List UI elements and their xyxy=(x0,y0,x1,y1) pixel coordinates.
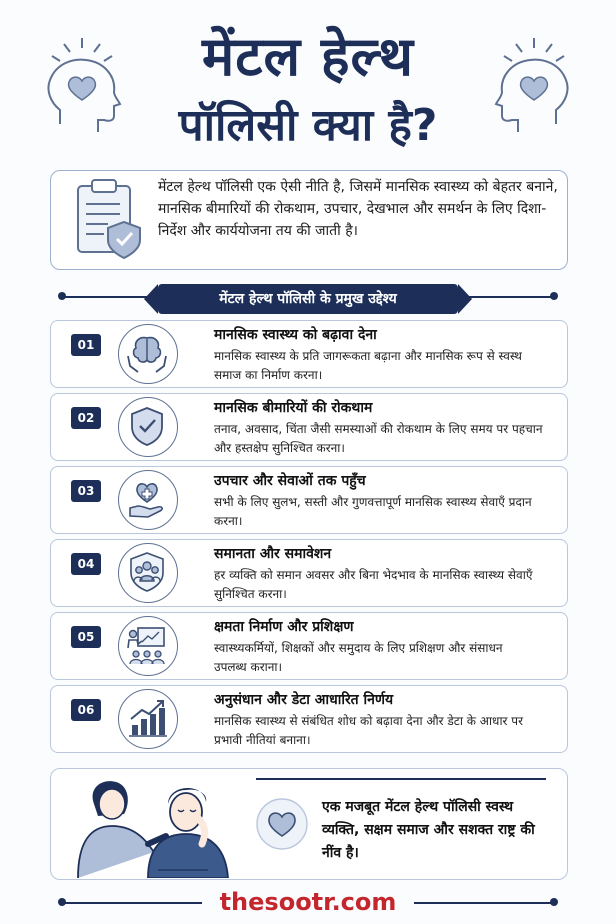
shield-check-icon xyxy=(124,403,170,449)
objective-desc-3: सभी के लिए सुलभ, सस्ती और गुणवत्तापूर्ण मानसिक स्वास्थ्य सेवाएँ प्रदान करना। xyxy=(214,495,532,528)
objective-number-1: 01 xyxy=(71,334,101,356)
objective-title-5: क्षमता निर्माण और प्रशिक्षण xyxy=(214,619,354,635)
page-title: मेंटल हेल्थ xyxy=(201,25,415,88)
objective-number-2: 02 xyxy=(71,407,101,429)
objective-title-1: मानसिक स्वास्थ्य को बढ़ावा देना xyxy=(214,327,377,343)
people-shield-icon xyxy=(124,549,170,595)
conclusion-divider xyxy=(256,778,546,780)
growth-chart-icon xyxy=(124,695,170,741)
objective-desc-1: मानसिक स्वास्थ्य के प्रति जागरूकता बढ़ाना और मानसिक रूप से स्वस्थ समाज का निर्माण करना। xyxy=(214,349,522,382)
banner-dot-right xyxy=(550,292,558,300)
banner-dot-left xyxy=(58,292,66,300)
objective-title-3: उपचार और सेवाओं तक पहुँच xyxy=(214,473,366,489)
objective-desc-2: तनाव, अवसाद, चिंता जैसी समस्याओं की रोकथाम के लिए समय पर पहचान और हस्तक्षेप सुनिश्चित करना। xyxy=(214,422,543,455)
objective-number-3: 03 xyxy=(71,480,101,502)
intro-text: मेंटल हेल्थ पॉलिसी एक ऐसी नीति है, जिसमें मानसिक स्वास्थ्य को बेहतर बनाने, मानसिक बीमारियों की रोकथाम, उपचार, देखभाल और समर्थन के लिए दिशा-निर्देश और कार्ययोजना तय की जाती है। xyxy=(158,179,558,239)
head-heart-icon-right xyxy=(476,34,586,144)
consoling-people-illustration xyxy=(58,770,248,878)
objective-desc-5: स्वास्थ्यकर्मियों, शिक्षकों और समुदाय के लिए प्रशिक्षण और संसाधन उपलब्ध कराना। xyxy=(214,641,503,674)
brain-hands-icon xyxy=(124,330,170,376)
clipboard-shield-icon xyxy=(72,176,146,262)
objective-number-6: 06 xyxy=(71,699,101,721)
hands-heart-icon xyxy=(256,798,308,850)
objective-desc-4: हर व्यक्ति को समान अवसर और बिना भेदभाव के मानसिक स्वास्थ्य सेवाएँ सुनिश्चित करना। xyxy=(214,568,533,601)
objective-title-4: समानता और समावेशन xyxy=(214,546,332,562)
care-hand-icon xyxy=(124,476,170,522)
objective-number-4: 04 xyxy=(71,553,101,575)
head-heart-icon-left xyxy=(30,34,140,144)
objective-desc-6: मानसिक स्वास्थ्य से संबंधित शोध को बढ़ावा देना और डेटा के आधार पर प्रभावी नीतियां बनाना। xyxy=(214,714,523,747)
section-banner: मेंटल हेल्थ पॉलिसी के प्रमुख उद्देश्य xyxy=(158,284,458,314)
objective-title-6: अनुसंधान और डेटा आधारित निर्णय xyxy=(214,692,394,708)
objective-title-2: मानसिक बीमारियों की रोकथाम xyxy=(214,400,373,416)
conclusion-text: एक मजबूत मेंटल हेल्थ पॉलिसी स्वस्थ व्यक्ति, सक्षम समाज और सशक्त राष्ट्र की नींव है। xyxy=(322,799,535,861)
training-board-icon xyxy=(124,622,170,668)
footer-site-name[interactable]: thesootr.com xyxy=(219,888,397,916)
page-subtitle: पॉलिसी क्या है? xyxy=(178,100,438,151)
banner-line-right xyxy=(458,296,554,298)
objective-number-5: 05 xyxy=(71,626,101,648)
